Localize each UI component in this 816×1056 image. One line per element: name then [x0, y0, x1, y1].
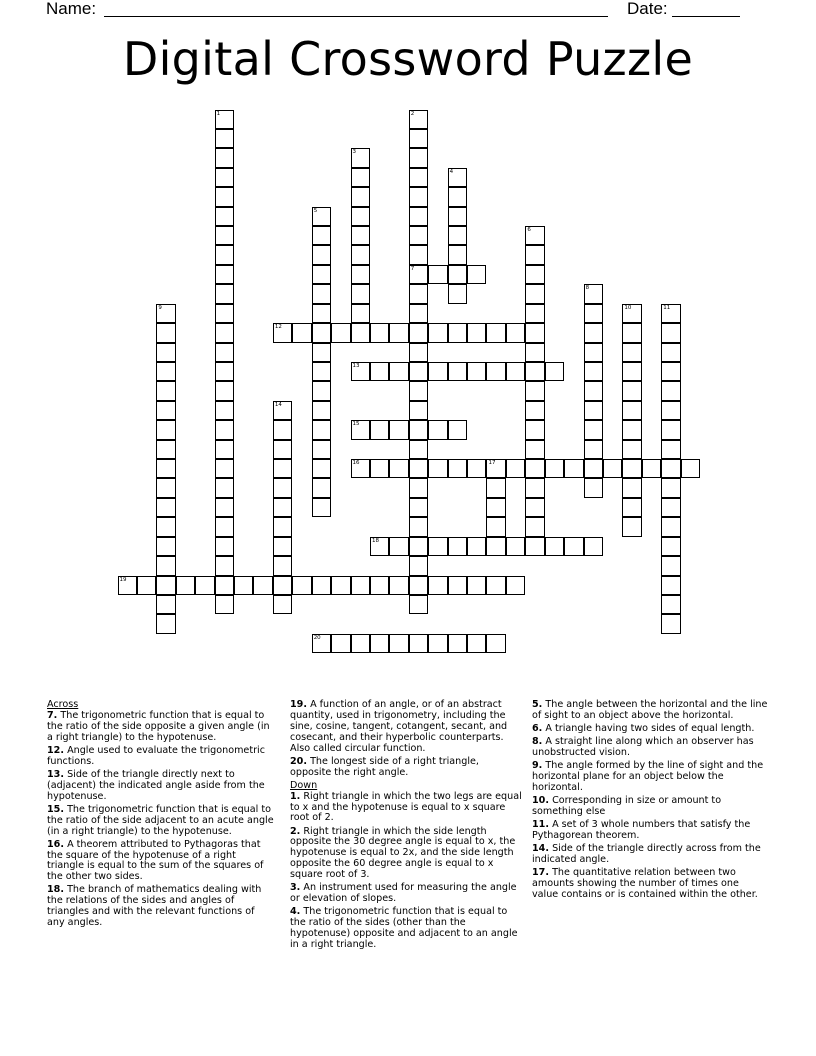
grid-cell[interactable] [584, 459, 603, 478]
clue-across-7: 7. The trigonometric function that is equal to the ratio of the side opposite a given angle (in a right triangle) to the hypotenuse. [47, 709, 270, 743]
grid-cell[interactable] [409, 498, 428, 517]
grid-cell[interactable] [486, 459, 505, 478]
grid-cell[interactable] [215, 245, 234, 264]
grid-cell[interactable] [215, 265, 234, 284]
grid-cell[interactable] [661, 614, 680, 633]
grid-cell[interactable] [622, 478, 641, 497]
name-label: Name: [46, 0, 97, 18]
grid-cell[interactable] [622, 362, 641, 381]
grid-cell[interactable] [156, 537, 175, 556]
grid-cell[interactable] [273, 595, 292, 614]
grid-cell[interactable] [661, 343, 680, 362]
clue-down-1: 1. Right triangle in which the two legs are equal to x and the hypotenuse is equal to x square root of 2. [290, 790, 522, 824]
grid-cell[interactable] [312, 478, 331, 497]
grid-cell[interactable] [525, 323, 544, 342]
clue-number-label: 2 [410, 110, 415, 117]
clue-across-18: 18. The branch of mathematics dealing with the relations of the sides and angles of triangles and with the relevant functions of any angles. [47, 884, 262, 929]
grid-cell[interactable] [409, 537, 428, 556]
grid-cell[interactable] [409, 634, 428, 653]
grid-cell[interactable] [370, 323, 389, 342]
grid-cell[interactable] [215, 420, 234, 439]
clue-number-label: 11 [663, 304, 671, 311]
grid-cell[interactable] [370, 459, 389, 478]
clue-number-label: 4 [449, 168, 454, 175]
grid-cell[interactable] [584, 381, 603, 400]
down-heading: Down [290, 779, 318, 791]
grid-cell[interactable] [661, 517, 680, 536]
grid-cell[interactable] [467, 362, 486, 381]
grid-cell[interactable] [273, 459, 292, 478]
grid-cell[interactable] [622, 304, 641, 323]
grid-cell[interactable] [448, 576, 467, 595]
grid-cell[interactable] [370, 576, 389, 595]
grid-cell[interactable] [312, 343, 331, 362]
clue-number-label: 18 [371, 537, 379, 544]
grid-cell[interactable] [409, 187, 428, 206]
grid-cell[interactable] [428, 362, 447, 381]
grid-cell[interactable] [467, 265, 486, 284]
grid-cell[interactable] [215, 459, 234, 478]
grid-cell[interactable] [351, 245, 370, 264]
grid-cell[interactable] [312, 323, 331, 342]
grid-cell[interactable] [156, 459, 175, 478]
grid-cell[interactable] [525, 401, 544, 420]
grid-cell[interactable] [370, 537, 389, 556]
clue-down-9: 9. The angle formed by the line of sight and the horizontal plane for an object below the horizontal. [532, 760, 764, 793]
grid-cell[interactable] [525, 284, 544, 303]
grid-cell[interactable] [622, 381, 641, 400]
grid-cell[interactable] [409, 226, 428, 245]
grid-cell[interactable] [486, 634, 505, 653]
grid-cell[interactable] [428, 420, 447, 439]
grid-cell[interactable] [681, 459, 700, 478]
grid-cell[interactable] [428, 634, 447, 653]
grid-cell[interactable] [312, 207, 331, 226]
grid-cell[interactable] [467, 459, 486, 478]
grid-cell[interactable] [661, 576, 680, 595]
clue-across-15: 15. The trigonometric function that is equal to the ratio of the side adjacent to an acute angle (in a right triangle) to the hypotenuse. [47, 803, 274, 837]
grid-cell[interactable] [312, 226, 331, 245]
grid-cell[interactable] [215, 576, 234, 595]
clue-down-5: 5. The angle between the horizontal and the line of sight to an object above the horizontal. [532, 699, 768, 721]
grid-cell[interactable] [409, 381, 428, 400]
grid-cell[interactable] [273, 537, 292, 556]
clue-number-label: 12 [274, 324, 282, 331]
grid-cell[interactable] [370, 634, 389, 653]
grid-cell[interactable] [661, 537, 680, 556]
grid-cell[interactable] [661, 556, 680, 575]
clue-number-label: 1 [216, 110, 221, 117]
grid-cell[interactable] [584, 284, 603, 303]
clue-across-19: 19. A function of an angle, or of an abstract quantity, used in trigonometry, including the sine, cosine, tangent, cotangent, secant, and cosecant, and their hyperbolic counterparts. Also called circular function. [290, 699, 508, 754]
grid-cell[interactable] [351, 265, 370, 284]
clue-number-label: 3 [352, 149, 357, 156]
grid-cell[interactable] [215, 556, 234, 575]
grid-cell[interactable] [312, 304, 331, 323]
grid-cell[interactable] [215, 207, 234, 226]
grid-cell[interactable] [622, 498, 641, 517]
grid-cell[interactable] [409, 478, 428, 497]
grid-cell[interactable] [448, 634, 467, 653]
grid-cell[interactable] [661, 381, 680, 400]
clue-down-8: 8. A straight line along which an observer has unobstructed vision. [532, 736, 754, 758]
clue-down-17: 17. The quantitative relation between two amounts showing the number of times one value contains or is contained within the other. [532, 867, 758, 900]
grid-cell[interactable] [525, 537, 544, 556]
grid-cell[interactable] [584, 537, 603, 556]
grid-cell[interactable] [312, 420, 331, 439]
grid-cell[interactable] [389, 420, 408, 439]
grid-cell[interactable] [545, 362, 564, 381]
grid-cell[interactable] [156, 343, 175, 362]
page-title: Digital Crossword Puzzle [122, 32, 694, 86]
clue-down-11: 11. A set of 3 whole numbers that satisfy the Pythagorean theorem. [532, 819, 751, 841]
grid-cell[interactable] [525, 304, 544, 323]
grid-cell[interactable] [312, 459, 331, 478]
grid-cell[interactable] [525, 517, 544, 536]
clue-across-13: 13. Side of the triangle directly next to (adjacent) the indicated angle aside from the hypotenuse. [47, 768, 265, 802]
across-heading: Across [47, 699, 79, 710]
clue-number-label: 14 [274, 401, 282, 408]
grid-cell[interactable] [389, 576, 408, 595]
grid-cell[interactable] [564, 537, 583, 556]
grid-cell[interactable] [622, 517, 641, 536]
grid-cell[interactable] [448, 459, 467, 478]
grid-cell[interactable] [409, 110, 428, 129]
grid-cell[interactable] [215, 226, 234, 245]
grid-cell[interactable] [486, 576, 505, 595]
grid-cell[interactable] [312, 381, 331, 400]
clue-number-label: 15 [352, 421, 360, 428]
grid-cell[interactable] [215, 304, 234, 323]
grid-cell[interactable] [409, 245, 428, 264]
grid-cell[interactable] [331, 576, 350, 595]
clue-number-label: 20 [313, 634, 321, 641]
grid-cell[interactable] [467, 634, 486, 653]
grid-cell[interactable] [312, 362, 331, 381]
grid-cell[interactable] [661, 498, 680, 517]
clues-column-2 [290, 700, 522, 953]
grid-cell[interactable] [156, 614, 175, 633]
clue-number-label: 10 [624, 304, 632, 311]
grid-cell[interactable] [273, 440, 292, 459]
grid-cell[interactable] [312, 440, 331, 459]
grid-cell[interactable] [584, 343, 603, 362]
grid-cell[interactable] [273, 556, 292, 575]
grid-cell[interactable] [351, 207, 370, 226]
grid-cell[interactable] [584, 323, 603, 342]
grid-cell[interactable] [312, 401, 331, 420]
clue-down-3: 3. An instrument used for measuring the angle or elevation of slopes. [290, 882, 517, 905]
clue-number-label: 19 [119, 576, 127, 583]
grid-cell[interactable] [525, 265, 544, 284]
grid-cell[interactable] [409, 168, 428, 187]
clue-down-2: 2. Right triangle in which the side length opposite the 30 degree angle is equal to x, the hypotenuse is equal to 2x, and the side length opposite the 60 degree angle is equal to x square root of 3. [290, 825, 516, 881]
grid-cell[interactable] [273, 517, 292, 536]
grid-cell[interactable] [545, 459, 564, 478]
grid-cell[interactable] [661, 478, 680, 497]
clue-number-label: 8 [585, 285, 590, 292]
grid-cell[interactable] [525, 498, 544, 517]
grid-cell[interactable] [389, 323, 408, 342]
grid-cell[interactable] [409, 304, 428, 323]
grid-cell[interactable] [351, 420, 370, 439]
grid-cell[interactable] [525, 226, 544, 245]
grid-cell[interactable] [215, 478, 234, 497]
grid-cell[interactable] [215, 517, 234, 536]
grid-cell[interactable] [661, 362, 680, 381]
clues-column-1 [47, 700, 275, 931]
grid-cell[interactable] [448, 323, 467, 342]
grid-cell[interactable] [428, 576, 447, 595]
grid-cell[interactable] [448, 187, 467, 206]
clue-down-10: 10. Corresponding in size or amount to something else [532, 795, 722, 817]
grid-cell[interactable] [156, 517, 175, 536]
grid-cell[interactable] [234, 576, 253, 595]
grid-cell[interactable] [351, 148, 370, 167]
grid-cell[interactable] [273, 401, 292, 420]
grid-cell[interactable] [215, 381, 234, 400]
grid-cell[interactable] [486, 362, 505, 381]
grid-cell[interactable] [409, 362, 428, 381]
grid-cell[interactable] [428, 265, 447, 284]
grid-cell[interactable] [603, 459, 622, 478]
grid-cell[interactable] [622, 343, 641, 362]
grid-cell[interactable] [389, 634, 408, 653]
grid-cell[interactable] [156, 323, 175, 342]
grid-cell[interactable] [215, 343, 234, 362]
grid-cell[interactable] [467, 323, 486, 342]
grid-cell[interactable] [467, 537, 486, 556]
grid-cell[interactable] [448, 537, 467, 556]
grid-cell[interactable] [370, 362, 389, 381]
grid-cell[interactable] [273, 478, 292, 497]
grid-cell[interactable] [215, 187, 234, 206]
grid-cell[interactable] [351, 187, 370, 206]
grid-cell[interactable] [215, 323, 234, 342]
grid-cell[interactable] [215, 284, 234, 303]
grid-cell[interactable] [312, 634, 331, 653]
grid-cell[interactable] [448, 420, 467, 439]
grid-cell[interactable] [661, 595, 680, 614]
grid-cell[interactable] [156, 478, 175, 497]
grid-cell[interactable] [312, 284, 331, 303]
clue-number-label: 7 [410, 265, 415, 272]
grid-cell[interactable] [118, 576, 137, 595]
grid-cell[interactable] [215, 401, 234, 420]
date-label: Date: [627, 0, 668, 18]
grid-cell[interactable] [448, 362, 467, 381]
grid-cell[interactable] [428, 459, 447, 478]
grid-cell[interactable] [661, 304, 680, 323]
grid-cell[interactable] [409, 129, 428, 148]
grid-cell[interactable] [661, 323, 680, 342]
grid-cell[interactable] [564, 459, 583, 478]
grid-cell[interactable] [661, 401, 680, 420]
grid-cell[interactable] [156, 304, 175, 323]
grid-cell[interactable] [661, 420, 680, 439]
grid-cell[interactable] [331, 634, 350, 653]
grid-cell[interactable] [622, 401, 641, 420]
grid-cell[interactable] [448, 207, 467, 226]
grid-cell[interactable] [525, 343, 544, 362]
clue-number-label: 5 [313, 207, 318, 214]
grid-cell[interactable] [156, 556, 175, 575]
grid-cell[interactable] [273, 323, 292, 342]
grid-cell[interactable] [525, 459, 544, 478]
grid-cell[interactable] [584, 401, 603, 420]
grid-cell[interactable] [622, 440, 641, 459]
grid-cell[interactable] [215, 440, 234, 459]
grid-cell[interactable] [273, 498, 292, 517]
grid-cell[interactable] [215, 168, 234, 187]
clue-across-20: 20. The longest side of a right triangle, opposite the right angle. [290, 755, 479, 778]
grid-cell[interactable] [156, 595, 175, 614]
clue-number-label: 9 [158, 304, 162, 311]
grid-cell[interactable] [215, 129, 234, 148]
grid-cell[interactable] [351, 459, 370, 478]
grid-cell[interactable] [506, 323, 525, 342]
grid-cell[interactable] [312, 245, 331, 264]
grid-cell[interactable] [409, 323, 428, 342]
grid-cell[interactable] [389, 459, 408, 478]
grid-cell[interactable] [370, 420, 389, 439]
grid-cell[interactable] [351, 284, 370, 303]
grid-cell[interactable] [506, 459, 525, 478]
grid-cell[interactable] [584, 304, 603, 323]
grid-cell[interactable] [486, 498, 505, 517]
grid-cell[interactable] [409, 576, 428, 595]
clue-number-label: 16 [352, 460, 360, 467]
grid-cell[interactable] [622, 420, 641, 439]
grid-cell[interactable] [215, 537, 234, 556]
grid-cell[interactable] [156, 498, 175, 517]
grid-cell[interactable] [215, 110, 234, 129]
grid-cell[interactable] [525, 245, 544, 264]
grid-cell[interactable] [448, 226, 467, 245]
grid-cell[interactable] [156, 420, 175, 439]
grid-cell[interactable] [156, 576, 175, 595]
grid-cell[interactable] [584, 440, 603, 459]
grid-cell[interactable] [409, 401, 428, 420]
grid-cell[interactable] [389, 362, 408, 381]
clue-number-label: 13 [352, 362, 360, 369]
grid-cell[interactable] [525, 362, 544, 381]
clue-number-label: 17 [488, 460, 496, 467]
clues-column-3 [532, 700, 768, 903]
grid-cell[interactable] [409, 343, 428, 362]
grid-cell[interactable] [215, 148, 234, 167]
grid-cell[interactable] [409, 517, 428, 536]
grid-cell[interactable] [137, 576, 156, 595]
grid-cell[interactable] [351, 634, 370, 653]
grid-cell[interactable] [331, 323, 350, 342]
grid-cell[interactable] [448, 284, 467, 303]
grid-cell[interactable] [584, 362, 603, 381]
grid-cell[interactable] [409, 265, 428, 284]
grid-cell[interactable] [486, 323, 505, 342]
grid-cell[interactable] [525, 440, 544, 459]
grid-cell[interactable] [156, 440, 175, 459]
clue-down-14: 14. Side of the triangle directly across from the indicated angle. [532, 843, 761, 865]
grid-cell[interactable] [156, 401, 175, 420]
grid-cell[interactable] [312, 265, 331, 284]
grid-cell[interactable] [389, 537, 408, 556]
grid-cell[interactable] [195, 576, 214, 595]
grid-cell[interactable] [525, 478, 544, 497]
grid-cell[interactable] [292, 323, 311, 342]
grid-cell[interactable] [506, 362, 525, 381]
grid-cell[interactable] [409, 556, 428, 575]
grid-cell[interactable] [312, 498, 331, 517]
grid-cell[interactable] [467, 576, 486, 595]
grid-cell[interactable] [409, 459, 428, 478]
grid-cell[interactable] [661, 459, 680, 478]
grid-cell[interactable] [351, 168, 370, 187]
grid-cell[interactable] [506, 537, 525, 556]
grid-cell[interactable] [486, 517, 505, 536]
grid-cell[interactable] [545, 537, 564, 556]
grid-cell[interactable] [292, 576, 311, 595]
grid-cell[interactable] [215, 595, 234, 614]
grid-cell[interactable] [448, 265, 467, 284]
grid-cell[interactable] [351, 304, 370, 323]
grid-cell[interactable] [156, 362, 175, 381]
grid-cell[interactable] [506, 576, 525, 595]
grid-cell[interactable] [351, 576, 370, 595]
grid-cell[interactable] [642, 459, 661, 478]
grid-cell[interactable] [584, 478, 603, 497]
grid-cell[interactable] [253, 576, 272, 595]
grid-cell[interactable] [525, 381, 544, 400]
grid-cell[interactable] [409, 284, 428, 303]
grid-cell[interactable] [622, 323, 641, 342]
clue-down-6: 6. A triangle having two sides of equal length. [532, 723, 755, 734]
grid-cell[interactable] [409, 420, 428, 439]
grid-cell[interactable] [584, 420, 603, 439]
grid-cell[interactable] [428, 537, 447, 556]
clue-number-label: 6 [527, 227, 531, 234]
grid-cell[interactable] [351, 323, 370, 342]
grid-cell[interactable] [409, 207, 428, 226]
grid-cell[interactable] [448, 245, 467, 264]
grid-cell[interactable] [661, 440, 680, 459]
grid-cell[interactable] [486, 478, 505, 497]
grid-cell[interactable] [622, 459, 641, 478]
clue-across-16: 16. A theorem attributed to Pythagoras that the square of the hypotenuse of a right triangle is equal to the sum of the squares of the other two sides. [47, 838, 264, 883]
grid-cell[interactable] [273, 576, 292, 595]
grid-cell[interactable] [176, 576, 195, 595]
grid-cell[interactable] [351, 362, 370, 381]
grid-cell[interactable] [486, 537, 505, 556]
grid-cell[interactable] [156, 381, 175, 400]
clue-down-4: 4. The trigonometric function that is equal to the ratio of the sides (other than the hypotenuse) opposite and adjacent to an angle in a right triangle. [290, 906, 518, 950]
grid-cell[interactable] [351, 226, 370, 245]
clue-across-12: 12. Angle used to evaluate the trigonometric functions. [47, 744, 265, 767]
grid-cell[interactable] [273, 420, 292, 439]
grid-cell[interactable] [428, 323, 447, 342]
grid-cell[interactable] [215, 362, 234, 381]
grid-cell[interactable] [409, 148, 428, 167]
grid-cell[interactable] [312, 576, 331, 595]
grid-cell[interactable] [409, 440, 428, 459]
grid-cell[interactable] [215, 498, 234, 517]
grid-cell[interactable] [409, 595, 428, 614]
grid-cell[interactable] [525, 420, 544, 439]
grid-cell[interactable] [448, 168, 467, 187]
